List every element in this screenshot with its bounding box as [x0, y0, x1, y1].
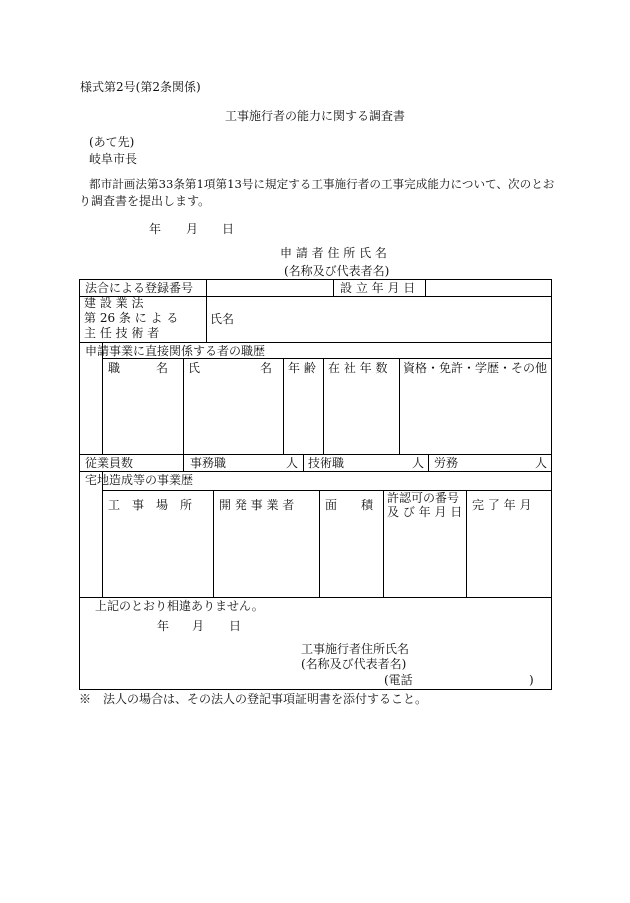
col-name: 氏 名 [188, 361, 273, 375]
col-years: 在 社 年 数 [328, 361, 388, 375]
staff-history-label: 申請事業に直接関係する者の職歴 [85, 344, 266, 358]
survey-form-table [79, 279, 552, 690]
footnote: ※ 法人の場合は、その法人の登記事項証明書を添付すること。 [79, 692, 428, 706]
clerical-unit: 人 [286, 456, 299, 470]
engineer-name-field[interactable] [240, 298, 545, 340]
registration-number-field[interactable] [210, 281, 328, 295]
applicant-label: 申 請 者 住 所 氏 名 [280, 246, 387, 260]
applicant-sub: (名称及び代表者名) [284, 264, 390, 278]
col-area: 面 積 [325, 498, 374, 512]
col-qualifications: 資格・免許・学歴・その他 [403, 361, 548, 375]
col-permit-1: 許認可の番号 [387, 491, 460, 505]
date-year: 年 [149, 222, 162, 236]
declaration-day: 日 [229, 619, 242, 633]
technical-label: 技術職 [308, 456, 345, 470]
date-day: 日 [222, 222, 235, 236]
staff-history-entries[interactable] [104, 376, 549, 452]
phone-label: (電話 [384, 673, 413, 687]
declaration-year: 年 [157, 619, 170, 633]
date-month: 月 [186, 222, 199, 236]
form-number: 様式第2号(第2条関係) [80, 80, 201, 94]
col-site: 工 事 場 所 [108, 498, 193, 512]
clerical-label: 事務職 [190, 456, 227, 470]
col-position: 職 名 [108, 361, 169, 375]
engineer-label-3: 主 任 技 術 者 [84, 326, 160, 340]
technical-unit: 人 [412, 456, 425, 470]
project-history-entries[interactable] [104, 524, 549, 594]
col-completion: 完 了 年 月 [472, 498, 532, 512]
col-age: 年 齢 [288, 361, 316, 375]
contractor-label: 工事施行者住所氏名 [301, 642, 410, 656]
labor-unit: 人 [535, 456, 548, 470]
engineer-label-1: 建 設 業 法 [84, 296, 144, 310]
labor-label: 労務 [434, 456, 459, 470]
addressee-label: (あて先) [89, 135, 135, 149]
engineer-label-2: 第 26 条 に よ る [84, 311, 179, 325]
established-date-field[interactable] [430, 281, 548, 295]
addressee: 岐阜市長 [89, 152, 138, 166]
phone-close: ) [529, 673, 534, 687]
phone-field[interactable] [418, 673, 518, 687]
body-line-2: り調査書を提出します。 [79, 194, 211, 208]
contractor-sub: (名称及び代表者名) [301, 657, 407, 671]
registration-label: 法合による登録番号 [85, 281, 194, 295]
history-label: 宅地造成等の事業歴 [85, 473, 194, 487]
document-title: 工事施行者の能力に関する調査書 [224, 109, 405, 123]
body-line-1: 都市計画法第33条第1項第13号に規定する工事施行者の工事完成能力について、次のとお [89, 177, 555, 191]
established-label: 設 立 年 月 日 [340, 281, 416, 295]
declaration-month: 月 [192, 619, 205, 633]
name-label: 氏名 [210, 312, 235, 326]
col-permit-2: 及 び 年 月 日 [387, 505, 463, 519]
col-developer: 開 発 事 業 者 [219, 498, 295, 512]
declaration: 上記のとおり相違ありません。 [95, 599, 264, 613]
employees-label: 従業員数 [85, 456, 134, 470]
